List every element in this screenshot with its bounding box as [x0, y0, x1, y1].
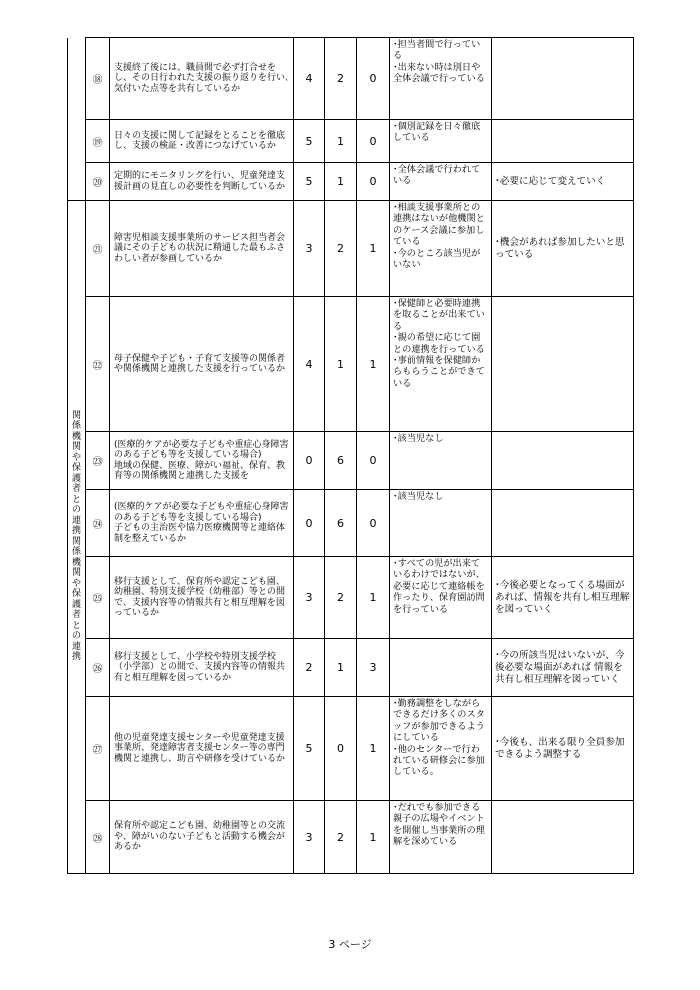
item-number: ㉘ — [86, 801, 110, 874]
plan-cell: ･必要に応じて変えていく — [492, 163, 634, 201]
item-text: 保育所や認定こども園、幼稚園等との交流や、障がいのない子どもと活動する機会があるか — [110, 801, 294, 874]
category-cell — [68, 201, 86, 874]
count-a: 5 — [294, 120, 325, 163]
count-c: 1 — [357, 801, 390, 874]
count-b: 0 — [325, 697, 357, 801]
count-b: 2 — [325, 801, 357, 874]
item-text: 支援終了後には、職員間で必ず打合せをし、その日行われた支援の振り返りを行い､気付いた点等を共有しているか — [110, 38, 294, 120]
count-a: 3 — [294, 557, 325, 639]
count-c: 0 — [357, 163, 390, 201]
comment-cell: ･保健師と必要時連携を取ることが出来ている ･親の希望に応じて園との連携を行っている ･事前情報を保健師からもらうことができている — [390, 297, 492, 432]
item-number: ㉗ — [86, 697, 110, 801]
item-number: ⑳ — [86, 163, 110, 201]
item-text: 移行支援として、保育所や認定こども園、幼稚園、特別支援学校（幼稚部）等との間で、支援内容等の情報共有と相互理解を図っているか — [110, 557, 294, 639]
plan-cell — [492, 801, 634, 874]
item-text: 母子保健や子ども・子育て支援等の関係者や関係機関と連携した支援を行っているか — [110, 297, 294, 432]
comment-cell: ･個別記録を日々徹底している — [390, 120, 492, 163]
count-c: 0 — [357, 120, 390, 163]
count-c: 1 — [357, 697, 390, 801]
table-row — [68, 557, 634, 639]
count-b: 1 — [325, 120, 357, 163]
plan-cell: ･今後も、出来る限り全員参加できるよう調整する — [492, 697, 634, 801]
plan-cell — [492, 490, 634, 557]
table-row — [68, 163, 634, 201]
comment-cell — [390, 639, 492, 697]
evaluation-table — [67, 37, 634, 874]
plan-cell — [492, 120, 634, 163]
count-a: 3 — [294, 201, 325, 297]
count-a: 5 — [294, 163, 325, 201]
comment-cell: ･該当児なし — [390, 432, 492, 490]
plan-cell: ･機会があれば参加したいと思っている — [492, 201, 634, 297]
count-c: 0 — [357, 432, 390, 490]
table-row — [68, 801, 634, 874]
count-c: 1 — [357, 557, 390, 639]
item-text: 障害児相談支援事業所のサービス担当者会議にその子どもの状況に精通した最もふさわしい者が参画しているか — [110, 201, 294, 297]
comment-cell: ･全体会議で行われている — [390, 163, 492, 201]
table-row — [68, 297, 634, 432]
category-label: 関係機関や保護者との連携関係機関や保護者との連携 — [71, 410, 81, 663]
count-a: 0 — [294, 432, 325, 490]
page-number: 3 ページ — [328, 938, 372, 951]
count-c: 1 — [357, 297, 390, 432]
table-row — [68, 120, 634, 163]
table-row — [68, 432, 634, 490]
count-a: 0 — [294, 490, 325, 557]
item-number: ⑲ — [86, 120, 110, 163]
count-a: 4 — [294, 297, 325, 432]
plan-cell: ･今の所該当児はいないが、今後必要な場面があれば 情報を共有し相互理解を図っていく — [492, 639, 634, 697]
comment-cell: ･勤務調整をしながらできるだけ多くのスタッフが参加できるようにしている ･他のセンターで行われている研修会に参加している。 — [390, 697, 492, 801]
category-cell-upper — [68, 38, 86, 201]
table-row — [68, 490, 634, 557]
comment-cell: ･該当児なし — [390, 490, 492, 557]
count-b: 1 — [325, 297, 357, 432]
count-b: 1 — [325, 639, 357, 697]
table-row — [68, 639, 634, 697]
table-row — [68, 38, 634, 120]
plan-cell — [492, 432, 634, 490]
count-b: 2 — [325, 557, 357, 639]
comment-cell: ･すべての児が出来ているわけではないが、必要に応じて連絡帳を作ったり、保育園訪問を行っている — [390, 557, 492, 639]
item-number: ㉓ — [86, 432, 110, 490]
count-b: 2 — [325, 38, 357, 120]
plan-cell — [492, 38, 634, 120]
count-a: 4 — [294, 38, 325, 120]
comment-cell: ･だれでも参加できる親子の広場やイベントを開催し当事業所の理解を深めている — [390, 801, 492, 874]
count-c: 1 — [357, 201, 390, 297]
count-a: 5 — [294, 697, 325, 801]
plan-cell — [492, 297, 634, 432]
count-b: 6 — [325, 432, 357, 490]
item-number: ㉑ — [86, 201, 110, 297]
item-number: ⑱ — [86, 38, 110, 120]
count-b: 6 — [325, 490, 357, 557]
plan-cell: ･今後必要となってくる場面があれば、情報を共有し相互理解を図っていく — [492, 557, 634, 639]
count-a: 2 — [294, 639, 325, 697]
item-number: ㉖ — [86, 639, 110, 697]
count-c: 3 — [357, 639, 390, 697]
count-c: 0 — [357, 490, 390, 557]
item-text: 日々の支援に関して記録をとることを徹底し、支援の検証・改善につなげているか — [110, 120, 294, 163]
item-number: ㉒ — [86, 297, 110, 432]
item-text: 定期的にモニタリングを行い、児童発達支援計画の見直しの必要性を判断しているか — [110, 163, 294, 201]
item-text: 移行支援として、小学校や特別支援学校（小学部）との間で、支援内容等の情報共有と相互理解を図っているか — [110, 639, 294, 697]
comment-cell: ･担当者間で行っている ･出来ない時は別日や全体会議で行っている — [390, 38, 492, 120]
item-text: (医療的ケアが必要な子どもや重症心身障害のある子ども等を支援している場合) 地域の保健、医療、障がい福祉、保育、教育等の関係機関と連携した支援を — [110, 432, 294, 490]
item-number: ㉕ — [86, 557, 110, 639]
item-number: ㉔ — [86, 490, 110, 557]
item-text: 他の児童発達支援センターや児童発達支援事業所、発達障害者支援センター等の専門機関と連携し、助言や研修を受けているか — [110, 697, 294, 801]
count-c: 0 — [357, 38, 390, 120]
count-b: 1 — [325, 163, 357, 201]
item-text: (医療的ケアが必要な子どもや重症心身障害のある子ども等を支援している場合) 子どもの主治医や協力医療機関等と連絡体制を整えているか — [110, 490, 294, 557]
count-a: 3 — [294, 801, 325, 874]
table-row — [68, 201, 634, 297]
table-row — [68, 697, 634, 801]
comment-cell: ･相談支援事業所との連携はないが他機関とのケース会議に参加している ･今のところ該当児がいない — [390, 201, 492, 297]
count-b: 2 — [325, 201, 357, 297]
